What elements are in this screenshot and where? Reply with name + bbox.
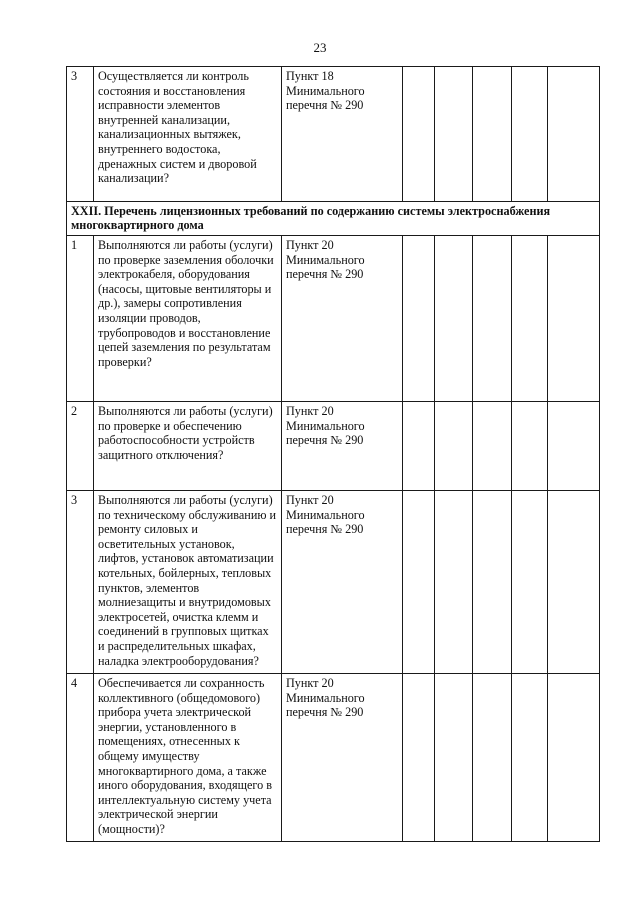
table-row — [67, 491, 600, 674]
row-number: 1 — [67, 236, 94, 402]
row-question: Осуществляется ли контроль состояния и восстановления исправности элементов внутренней канализации, канализационных вытяжек, внутреннего водостока, дренажных систем и дворовой канализации? — [94, 67, 282, 202]
table-row — [67, 236, 600, 402]
table-row — [67, 674, 600, 842]
answer-cell — [435, 236, 473, 402]
answer-cell — [435, 491, 473, 674]
comment-cell — [548, 491, 600, 674]
comment-cell — [548, 236, 600, 402]
section-header-row — [67, 202, 600, 236]
answer-cell — [435, 402, 473, 491]
row-question: Выполняются ли работы (услуги) по проверке и обеспечению работоспособности устройств защитного отключения? — [94, 402, 282, 491]
answer-cell — [512, 402, 548, 491]
section-title: XXII. Перечень лицензионных требований по содержанию системы электроснабжения многоквартирного дома — [67, 202, 600, 236]
table-row — [67, 67, 600, 202]
row-reference: Пункт 20 Минимального перечня № 290 — [282, 491, 403, 674]
answer-cell — [512, 674, 548, 842]
answer-cell — [473, 491, 512, 674]
answer-cell — [403, 236, 435, 402]
answer-cell — [512, 236, 548, 402]
answer-cell — [473, 67, 512, 202]
page-number: 23 — [313, 40, 327, 55]
answer-cell — [473, 674, 512, 842]
answer-cell — [435, 674, 473, 842]
row-reference: Пункт 18 Минимального перечня № 290 — [282, 67, 403, 202]
row-question: Обеспечивается ли сохранность коллективного (общедомового) прибора учета электрической энергии, установленного в помещениях, отнесенных к общему имуществу многоквартирного дома, а также иного оборудования, входящего в интеллектуальную систему учета электрической энергии (мощности)? — [94, 674, 282, 842]
comment-cell — [548, 674, 600, 842]
row-question: Выполняются ли работы (услуги) по проверке заземления оболочки электрокабеля, оборудования (насосы, щитовые вентиляторы и др.), замеры сопротивления изоляции проводов, трубопроводов и восстановление цепей заземления по результатам проверки? — [94, 236, 282, 402]
answer-cell — [512, 491, 548, 674]
answer-cell — [403, 402, 435, 491]
comment-cell — [548, 67, 600, 202]
answer-cell — [403, 67, 435, 202]
row-number: 2 — [67, 402, 94, 491]
table-row — [67, 402, 600, 491]
answer-cell — [512, 67, 548, 202]
answer-cell — [473, 236, 512, 402]
comment-cell — [548, 402, 600, 491]
row-number: 3 — [67, 67, 94, 202]
row-number: 4 — [67, 674, 94, 842]
row-number: 3 — [67, 491, 94, 674]
answer-cell — [435, 67, 473, 202]
answer-cell — [403, 674, 435, 842]
answer-cell — [473, 402, 512, 491]
row-reference: Пункт 20 Минимального перечня № 290 — [282, 402, 403, 491]
row-question: Выполняются ли работы (услуги) по техническому обслуживанию и ремонту силовых и осветительных установок, лифтов, установок автоматизации котельных, бойлерных, тепловых пунктов, элементов молниезащиты и внутридомовых электросетей, очистка клемм и соединений в групповых щитках и распределительных шкафах, наладка электрооборудования? — [94, 491, 282, 674]
requirements-table — [66, 66, 600, 842]
row-reference: Пункт 20 Минимального перечня № 290 — [282, 674, 403, 842]
row-reference: Пункт 20 Минимального перечня № 290 — [282, 236, 403, 402]
answer-cell — [403, 491, 435, 674]
